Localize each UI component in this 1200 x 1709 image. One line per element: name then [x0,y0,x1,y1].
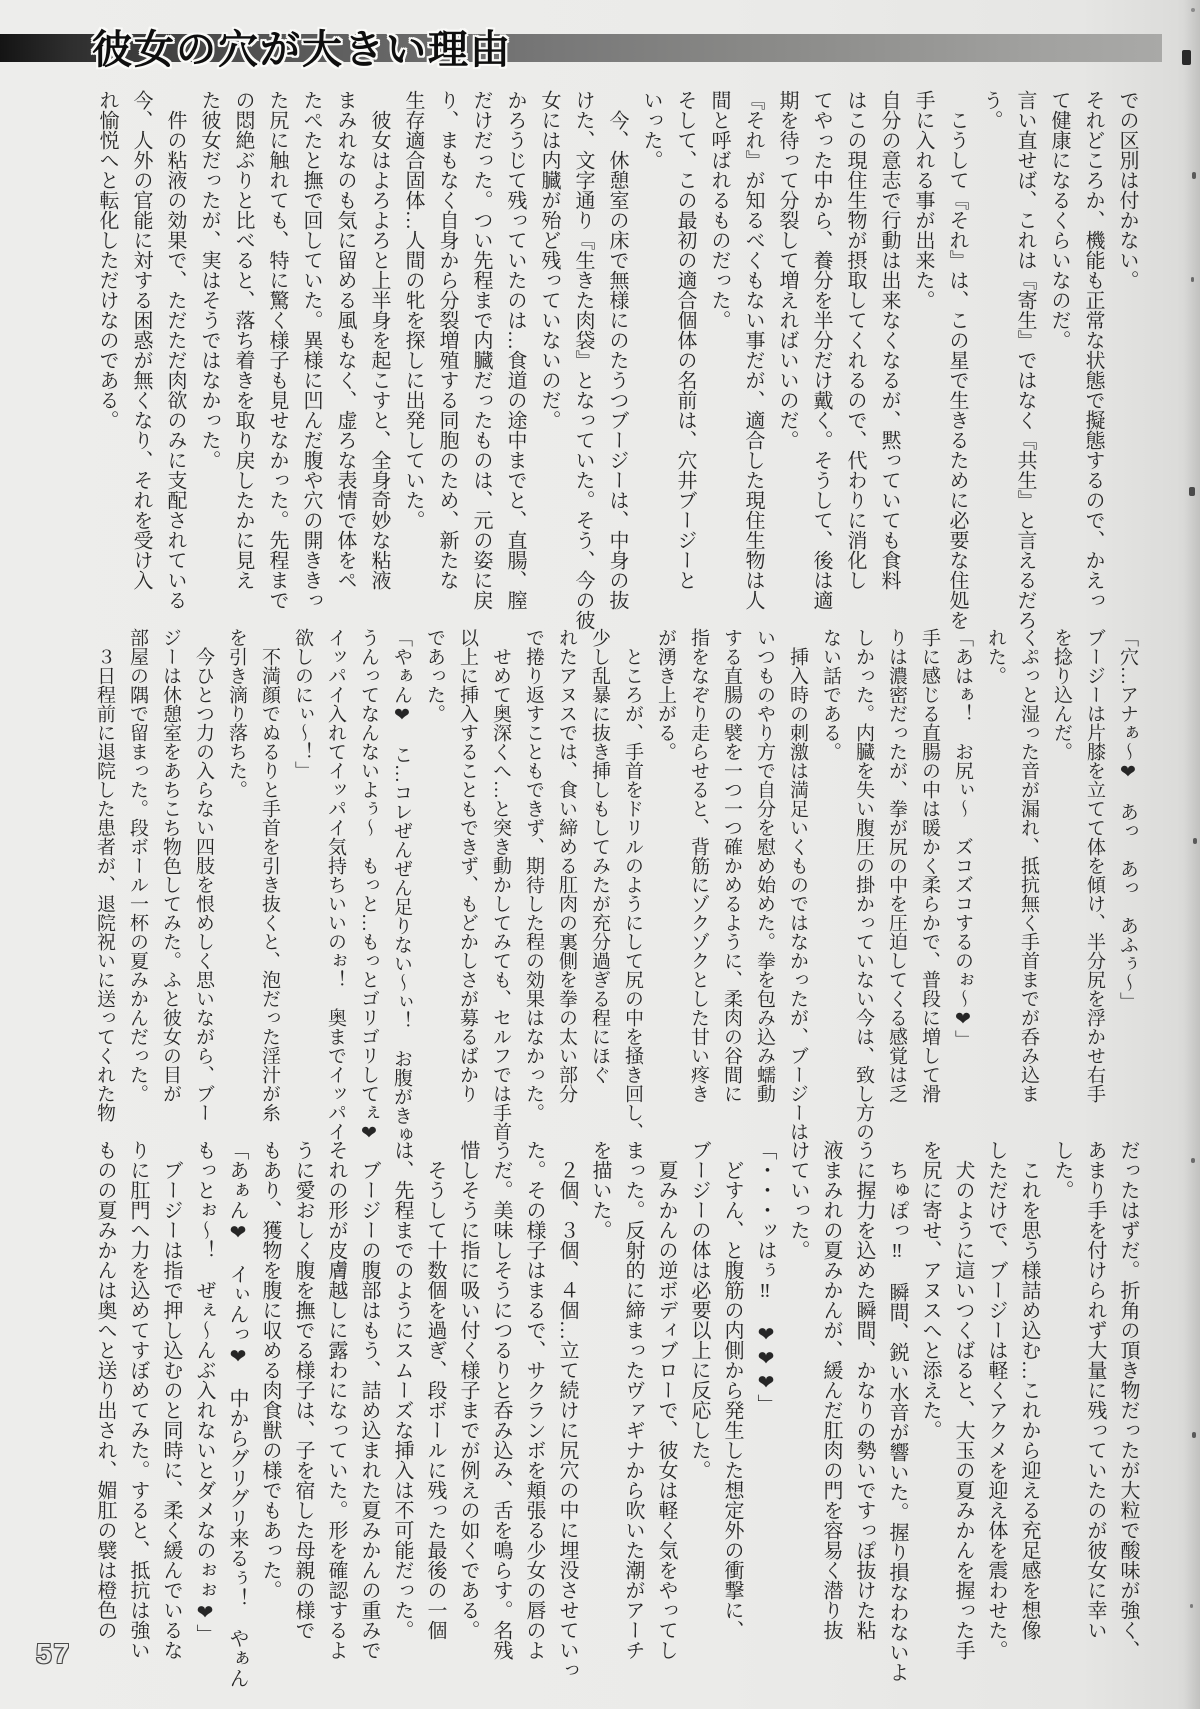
text-column: てやった中から、養分を半分だけ戴く。そうして、後は適 [810,90,832,610]
text-column: はこの現住生物が摂取してくれるので、代わりに消化し [844,90,866,590]
text-column: もあり、獲物を腹に収める肉食獣の様でもあった。 [259,1140,281,1600]
scan-speck [1189,487,1195,496]
text-column: いった。 [640,90,662,170]
text-column: り、まもなく自身から分裂増殖する同胞のため、新たな [436,90,458,590]
text-column: ブージーは指で押し込むのと同時に、柔く緩んでいるな [160,1140,182,1660]
text-column: で捲り返すこともできず、期待した程の効果はなかった。 [523,628,544,1122]
text-column: もっとぉ～！ ぜぇ～んぶ入れないとダメなのぉぉ❤」 [193,1140,215,1644]
text-column: そうして十数個を過ぎ、段ボールに残った最後の一個 [424,1140,446,1640]
text-column: 指をなぞり走らせると、背筋にゾクゾクとした甘い疼き [688,628,709,1103]
text-column: 彼女はよろよろと上半身を起こすと、全身奇妙な粘液 [368,90,390,590]
text-column: まった。反射的に締まったヴァギナから吹いた潮がアーチ [622,1140,644,1660]
scan-speck [1182,50,1191,65]
text-column: 挿入時の刺激は満足いくものではなかったが、ブージーは [787,628,808,1141]
text-column: ない話である。 [820,628,841,761]
text-column: 「穴…アナぁ～❤ あっ あっ あふぅ～」 [1117,628,1138,1011]
scan-speck [1191,8,1195,12]
text-column: を引き滴り落ちた。 [226,628,247,799]
text-column: それの形が皮膚越しに露わになっていた。形を確認するよ [325,1140,347,1660]
text-column: どすん、と腹筋の内側から発生した想定外の衝撃に、 [721,1140,743,1640]
text-column: れた。 [985,628,1006,685]
text-column: て健康になるくらいなのだ。 [1048,90,1070,350]
text-column: 手に入れる事が出来た。 [912,90,934,310]
scan-speck [1192,172,1196,179]
heart-icon: ❤ [754,1370,776,1394]
text-column: あまり手を付けられず大量に残っていたのが彼女に幸い [1084,1140,1106,1640]
text-band-1 [90,90,1144,630]
text-column: 女には内臓が殆ど残っていないのだ。 [538,90,560,430]
text-column: が湧き上がる。 [655,628,676,761]
text-column: は、先程までのようにスムーズな挿入は不可能だった。 [391,1140,413,1640]
text-column: 「・・・ッはぅ‼ ❤❤❤」 [754,1140,776,1414]
text-column: 言い直せば、これは『寄生』ではなく『共生』と言えるだろ [1014,90,1036,630]
text-column: であった。 [424,628,445,723]
text-column: する直腸の襞を一つ一つ確かめるように、柔肉の谷間に [721,628,742,1103]
text-column: けた、文字通り『生きた肉袋』となっていた。そう、今の彼 [572,90,594,630]
text-column: しかった。内臓を失い腹圧の掛かっていない今は、致し方の [853,628,874,1141]
text-column: での区別は付かない。 [1116,90,1138,290]
text-column: まみれなのも気に留める風もなく、虚ろな表情で体をペ [334,90,356,590]
text-column: それどころか、機能も正常な状態で擬態するので、かえっ [1082,90,1104,610]
scan-speck [1193,838,1197,844]
text-column: うに握力を込めた瞬間、かなりの勢いですっぽ抜けた粘 [853,1140,875,1640]
text-column: 少し乱暴に抜き挿しもしてみたが充分過ぎる程にほぐ [589,628,610,1084]
text-column: 「あぁん❤ イぃんっ❤ 中からグリグリ来るぅ！ やぁん [226,1140,248,1688]
heart-icon: ❤ [193,1600,215,1624]
text-column: ブージーの腹部はもう、詰め込まれた夏みかんの重みで [358,1140,380,1660]
text-column: ジーは休憩室をあちこち物色してみた。ふと彼女の目が [160,628,181,1103]
text-column: そして、この最初の適合個体の名前は、穴井ブージーと [674,90,696,590]
heart-icon: ❤ [391,704,412,726]
text-column: 不満顔でぬるりと手首を引き抜くと、泡だった淫汁が糸 [259,628,280,1122]
text-band-2 [88,628,1144,1144]
scan-speck [1190,1604,1193,1608]
heart-icon: ❤ [358,1122,379,1144]
text-column: うだ。美味しそうにつるりと呑み込み、舌を鳴らす。名残 [490,1140,512,1660]
text-column: こうして『それ』は、この星で生きるために必要な住処を [946,90,968,630]
text-column: けていった。 [787,1140,809,1260]
text-column: 「あはぁ！ お尻ぃ～ ズコズコするのぉ～❤」 [952,628,973,1049]
page-number: 57 [36,1638,72,1669]
text-column: 期を待って分裂して増えればいいのだ。 [776,90,798,450]
text-column: た彼女だったが、実はそうではなかった。 [198,90,220,470]
text-column: を尻に寄せ、アヌスへと添えた。 [919,1140,941,1440]
text-column: 以上に挿入することもできず、もどかしさが募るばかり [457,628,478,1103]
text-band-3 [88,1140,1144,1688]
text-column: 件の粘液の効果で、ただただ肉欲のみに支配されている [164,90,186,610]
text-column: りは濃密だったが、拳が尻の中を圧迫してくる感覚は乏 [886,628,907,1103]
text-column: かろうじて残っていたのは…食道の途中までと、直腸、膣 [504,90,526,610]
text-column: 液まみれの夏みかんが、緩んだ肛肉の門を容易く潜り抜 [820,1140,842,1640]
text-column: ところが、手首をドリルのようにして尻の中を掻き回し、 [622,628,643,1141]
page-edge-shadow [1184,0,1200,1709]
text-column: 欲しのにぃ～！」 [292,628,313,780]
text-column: 今、休憩室の床で無様にのたうつブージーは、中身の抜 [606,90,628,610]
text-column: うんってなんないよぅ～ もっと…もっとゴリゴリしてぇ❤ [358,628,379,1144]
text-column: 『それ』が知るべくもない事だが、適合した現住生物は人 [742,90,764,610]
text-column: た尻に触れても、特に驚く様子も見せなかった。先程まで [266,90,288,610]
scan-speck [1192,1432,1196,1438]
text-column: ちゅぽっ‼ 瞬間、鋭い水音が響いた。握り損なわないよ [886,1140,908,1682]
text-column: いつものやり方で自分を慰め始めた。拳を包み込み蠕動 [754,628,775,1103]
text-column: くぷっと湿った音が漏れ、抵抗無く手首までが呑み込ま [1018,628,1039,1103]
text-column: 生存適合固体…人間の牝を探しに出発していた。 [402,90,424,530]
heart-icon: ❤ [1117,761,1138,783]
text-column: を捻り込んだ。 [1051,628,1072,761]
text-column: イッパイ入れてイッパイ気持ちいいのぉ！ 奥までイッパイ [325,628,346,1141]
text-column: ３日程前に退院した患者が、退院祝いに送ってくれた物 [94,628,115,1122]
text-column: ものの夏みかんは奥へと送り出され、媚肛の襞は橙色の [94,1140,116,1640]
text-column: しただけで、ブージーは軽くアクメを迎え体を震わせた。 [985,1140,1007,1660]
text-column: たぺたと撫で回していた。異様に凹んだ腹や穴の開ききっ [300,90,322,610]
text-column: 間と呼ばれるものだった。 [708,90,730,330]
text-column: の悶絶ぶりと比べると、落ち着きを取り戻したかに見え [232,90,254,590]
text-column: ブージーの体は必要以上に反応した。 [688,1140,710,1480]
text-column: 惜しそうに指に吸い付く様子までが例えの如くである。 [457,1140,479,1640]
scan-speck [1191,1158,1195,1163]
heart-icon: ❤ [226,1220,248,1244]
heart-icon: ❤ [754,1346,776,1370]
text-column: だけだった。つい先程まで内臓だったものは、元の姿に戻 [470,90,492,610]
text-column: を描いた。 [589,1140,611,1240]
text-column: 犬のように這いつくばると、大玉の夏みかんを握った手 [952,1140,974,1660]
text-column: 今、人外の官能に対する困惑が無くなり、それを受け入 [130,90,152,590]
text-column: した。 [1051,1140,1073,1200]
text-column: れ愉悦へと転化しただけなのである。 [96,90,118,430]
text-column: ２個、３個、４個…立て続けに尻穴の中に埋没させていっ [556,1140,578,1680]
text-column: 手に感じる直腸の中は暖かく柔らかで、普段に増して滑 [919,628,940,1103]
page-title: 彼女の穴が大きい理由 [92,27,512,72]
text-column: だったはずだ。折角の頂き物だったが大粒で酸味が強く、 [1117,1140,1139,1660]
text-column: ブージーは片膝を立てて体を傾け、半分尻を浮かせ右手 [1084,628,1105,1103]
text-column: これを思う様詰め込む…これから迎える充足感を想像 [1018,1140,1040,1640]
text-column: れたアヌスでは、食い締める肛肉の裏側を拳の太い部分 [556,628,577,1103]
text-column: う。 [980,90,1002,130]
text-column: りに肛門へ力を込めてすぼめてみた。すると、抵抗は強い [127,1140,149,1660]
heart-icon: ❤ [754,1322,776,1346]
text-column: 部屋の隅で留まった。段ボール一杯の夏みかんだった。 [127,628,148,1103]
text-column: せめて奥深くへ…と突き動かしてみても、セルフでは手首 [490,628,511,1141]
scan-speck [1191,277,1194,282]
heart-icon: ❤ [226,1344,248,1368]
text-column: た。その様子はまるで、サクランボを頬張る少女の唇のよ [523,1140,545,1660]
text-column: 自分の意志で行動は出来なくなるが、黙っていても食料 [878,90,900,590]
text-column: うに愛おしく腹を撫でる様子は、子を宿した母親の様で [292,1140,314,1640]
text-column: 夏みかんの逆ボディブローで、彼女は軽く気をやってし [655,1140,677,1660]
text-column: 今ひとつ力の入らない四肢を恨めしく思いながら、ブー [193,628,214,1122]
heart-icon: ❤ [952,1008,973,1030]
text-column: 「やぁん❤ こ…コレぜんぜん足りない～ぃ！ お腹がきゅ [391,628,412,1144]
